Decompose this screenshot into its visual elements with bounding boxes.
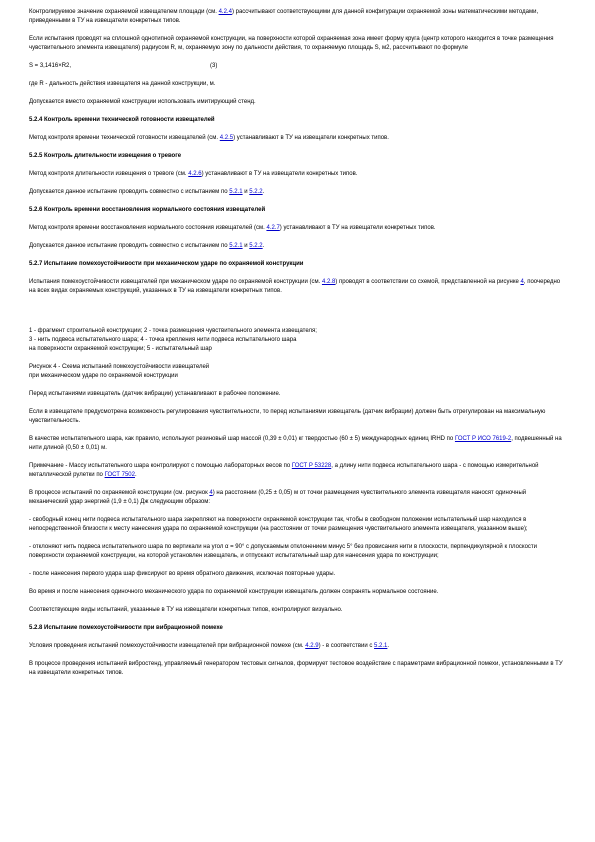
text-run: и <box>242 189 250 195</box>
text-run: Соответствующие виды испытаний, указанные в ТУ на извещатели конкретных типов, контролируют визуально. <box>29 607 343 613</box>
text-run: ) проводят в соответствии со схемой, представленной на рисунке <box>335 279 521 285</box>
text-run: В качестве испытательного шара, как правило, используют резиновый шар массой (0,39 ± 0,01) кг твердостью (60 ± 5) международных единиц IRHD по <box>29 436 455 442</box>
paragraph <box>29 242 565 251</box>
text-run: ) устанавливают в ТУ на извещатели конкретных типов. <box>233 135 389 141</box>
text-run: 5.2.7 Испытание помехоустойчивости при механическом ударе по охраняемой конструкции <box>29 261 304 267</box>
reference-link[interactable]: 4.2.5 <box>219 135 234 141</box>
text-run: ) устанавливают в ТУ на извещатели конкретных типов. <box>201 171 358 177</box>
text-run: Перед испытаниями извещатель (датчик вибрации) устанавливают в рабочее положение. <box>29 391 281 397</box>
text-run: Рисунок 4 - Схема испытаний помехоустойчивости извещателей <box>29 364 210 370</box>
paragraph <box>29 336 565 345</box>
reference-link[interactable]: 5.2.1 <box>229 243 243 249</box>
reference-link[interactable]: 4.2.9 <box>305 643 319 649</box>
section-heading <box>29 152 565 161</box>
text-run: В процессе испытаний по охраняемой конструкции (см. рисунок <box>29 490 210 496</box>
paragraph <box>29 345 565 354</box>
text-run: , а длину нити подвеса испытательного шара - с помощью измерительной металлической рулетки по <box>29 463 539 478</box>
section-heading <box>29 206 565 215</box>
paragraph <box>29 80 565 89</box>
paragraph <box>29 170 565 179</box>
formula-number: (3) <box>210 63 218 69</box>
text-run: Контролируемое значение охраняемой извещателем площади (см. <box>29 9 219 15</box>
paragraph <box>29 98 565 107</box>
text-run: 5.2.4 Контроль времени технической готовности извещателей <box>29 117 215 123</box>
text-run: Метод контроля времени технической готовности извещателей (см. <box>29 135 220 141</box>
paragraph <box>29 188 565 197</box>
reference-link[interactable]: ГОСТ Р ИСО 7619-2 <box>454 436 512 442</box>
paragraph <box>29 489 565 507</box>
formula-expression: S = 3,1416×R2, <box>29 63 72 69</box>
paragraph <box>29 570 565 579</box>
text-run: Если испытания проводят на сплошной однотипной охраняемой конструкции, на поверхности которой охраняемая зона имеет форму круга (центр которого находится в точке размещения чувствительного элемента извещателя) радиусом R, м, охраняемую зону по дальности действия, то охраняемую площадь S, м2, рассчитывают по формуле <box>29 36 554 51</box>
paragraph <box>29 8 565 26</box>
text-run: Условия проведения испытаний помехоустойчивости извещателей при вибрационной помехе (см. <box>29 643 306 649</box>
text-run: Допускается данное испытание проводить совместно с испытанием по <box>29 243 230 249</box>
text-run: 3 - нить подвеса испытательного шара; 4 - точка крепления нити подвеса испытательного шара <box>29 337 297 343</box>
text-run: ) устанавливают в ТУ на извещатели конкретных типов. <box>279 225 436 231</box>
paragraph <box>29 390 565 399</box>
text-run: - после нанесения первого удара шар фиксируют во время обратного движения, исключая повторные удары. <box>29 571 336 577</box>
text-run: ) на расстоянии (0,25 ± 0,05) м от точки размещения чувствительного элемента извещателя наносят одиночный механический удар энергией (1,9 ± 0,1) Дж следующим образом: <box>29 490 527 505</box>
text-run: Примечание - Массу испытательного шара контролируют с помощью лабораторных весов по <box>29 463 292 469</box>
reference-link[interactable]: ГОСТ 7502 <box>104 472 135 478</box>
reference-link[interactable]: 4.2.6 <box>188 171 202 177</box>
reference-link[interactable]: 5.2.1 <box>229 189 243 195</box>
text-run: 1 - фрагмент строительной конструкции; 2 - точка размещения чувствительного элемента извещателя; <box>29 328 317 334</box>
text-run: - отклоняют нить подвеса испытательного шара по вертикали на угол α = 90° с допускаемым отклонением минус 5° без провисания нити в плоскости, перпендикулярной к плоскости поверхности охраняемой конструкции, на которой установлен извещатель, и отпускают испытательный шар для нанесения удара по конструкции; <box>29 544 538 559</box>
text-run: . <box>262 243 265 249</box>
reference-link[interactable]: 4 <box>520 279 524 285</box>
reference-link[interactable]: 4.2.8 <box>321 279 336 285</box>
paragraph <box>29 642 565 651</box>
text-run: - свободный конец нити подвеса испытательного шара закрепляют на поверхности охраняемой конструкции так, чтобы в свободном положении испытательный шар находился в непосредственной близости к месту нанесения удара по охраняемой конструкции (на расстоянии от точки размещения чувствительного элемента извещателя, указанном выше); <box>29 517 528 532</box>
paragraph <box>29 588 565 597</box>
text-run: Метод контроля времени восстановления нормального состояния извещателей (см. <box>29 225 267 231</box>
reference-link[interactable]: 4.2.7 <box>266 225 280 231</box>
paragraph <box>29 408 565 426</box>
paragraph <box>29 224 565 233</box>
text-run: где R - дальность действия извещателя на данной конструкции, м. <box>29 81 216 87</box>
text-run: при механическом ударе по охраняемой конструкции <box>29 373 178 379</box>
text-run: , поочередно на всех видах охраняемых конструкций, указанных в ТУ на извещатели конкретных типов. <box>29 279 561 294</box>
paragraph <box>29 606 565 615</box>
paragraph <box>29 372 565 381</box>
text-run: . <box>134 472 137 478</box>
reference-link[interactable]: 4 <box>209 490 213 496</box>
paragraph <box>29 35 565 53</box>
text-run: и <box>242 243 250 249</box>
text-run: Допускается вместо охраняемой конструкции использовать имитирующий стенд. <box>29 99 256 105</box>
text-run: . <box>387 643 390 649</box>
section-heading <box>29 624 565 633</box>
paragraph <box>29 278 565 296</box>
paragraph <box>29 134 565 143</box>
text-run: Допускается данное испытание проводить совместно с испытанием по <box>29 189 230 195</box>
paragraph <box>29 435 565 453</box>
reference-link[interactable]: ГОСТ Р 53228 <box>291 463 332 469</box>
paragraph <box>29 462 565 480</box>
text-run: Если в извещателе предусмотрена возможность регулирования чувствительности, то перед испытаниями извещатель (датчик вибрации) должен быть отрегулирован на максимальную чувствительность. <box>29 409 546 424</box>
text-run: ) - в соответствии с <box>318 643 375 649</box>
paragraph <box>29 660 565 678</box>
paragraph <box>29 516 565 534</box>
text-run: ) рассчитывают соответствующими для данной конфигурации охраняемой зоны математическими методами, приведенными в ТУ на извещатели конкретных типов. <box>29 9 539 24</box>
paragraph <box>29 327 565 336</box>
section-heading <box>29 260 565 269</box>
reference-link[interactable]: 5.2.1 <box>374 643 388 649</box>
reference-link[interactable]: 5.2.2 <box>249 189 263 195</box>
text-run: 5.2.5 Контроль длительности извещения о тревоге <box>29 153 182 159</box>
text-run: . <box>262 189 265 195</box>
text-run: В процессе проведения испытаний вибростенд, управляемый генератором тестовых сигналов, формирует тестовое воздействие с параметрами вибрационной помехи, установленными в ТУ на извещатели конкретных типов. <box>29 661 563 676</box>
text-run: Испытания помехоустойчивости извещателей при механическом ударе по охраняемой конструкции (см. <box>29 279 322 285</box>
text-run: , подвешенный на нити длиной (0,50 ± 0,01) м. <box>29 436 562 451</box>
document-body <box>29 8 565 687</box>
text-run: Во время и после нанесения одиночного механического удара по охраняемой конструкции извещатель должен сохранять нормальное состояние. <box>29 589 439 595</box>
formula <box>29 62 565 71</box>
reference-link[interactable]: 5.2.2 <box>249 243 263 249</box>
paragraph <box>29 543 565 561</box>
paragraph <box>29 363 565 372</box>
figure-placeholder <box>29 305 565 327</box>
text-run: 5.2.8 Испытание помехоустойчивости при вибрационной помехе <box>29 625 223 631</box>
reference-link[interactable]: 4.2.4 <box>218 9 232 15</box>
text-run: 5.2.6 Контроль времени восстановления нормального состояния извещателей <box>29 207 266 213</box>
text-run: Метод контроля длительности извещения о тревоге (см. <box>29 171 189 177</box>
section-heading <box>29 116 565 125</box>
text-run: на поверхности охраняемой конструкции; 5 - испытательный шар <box>29 346 212 352</box>
